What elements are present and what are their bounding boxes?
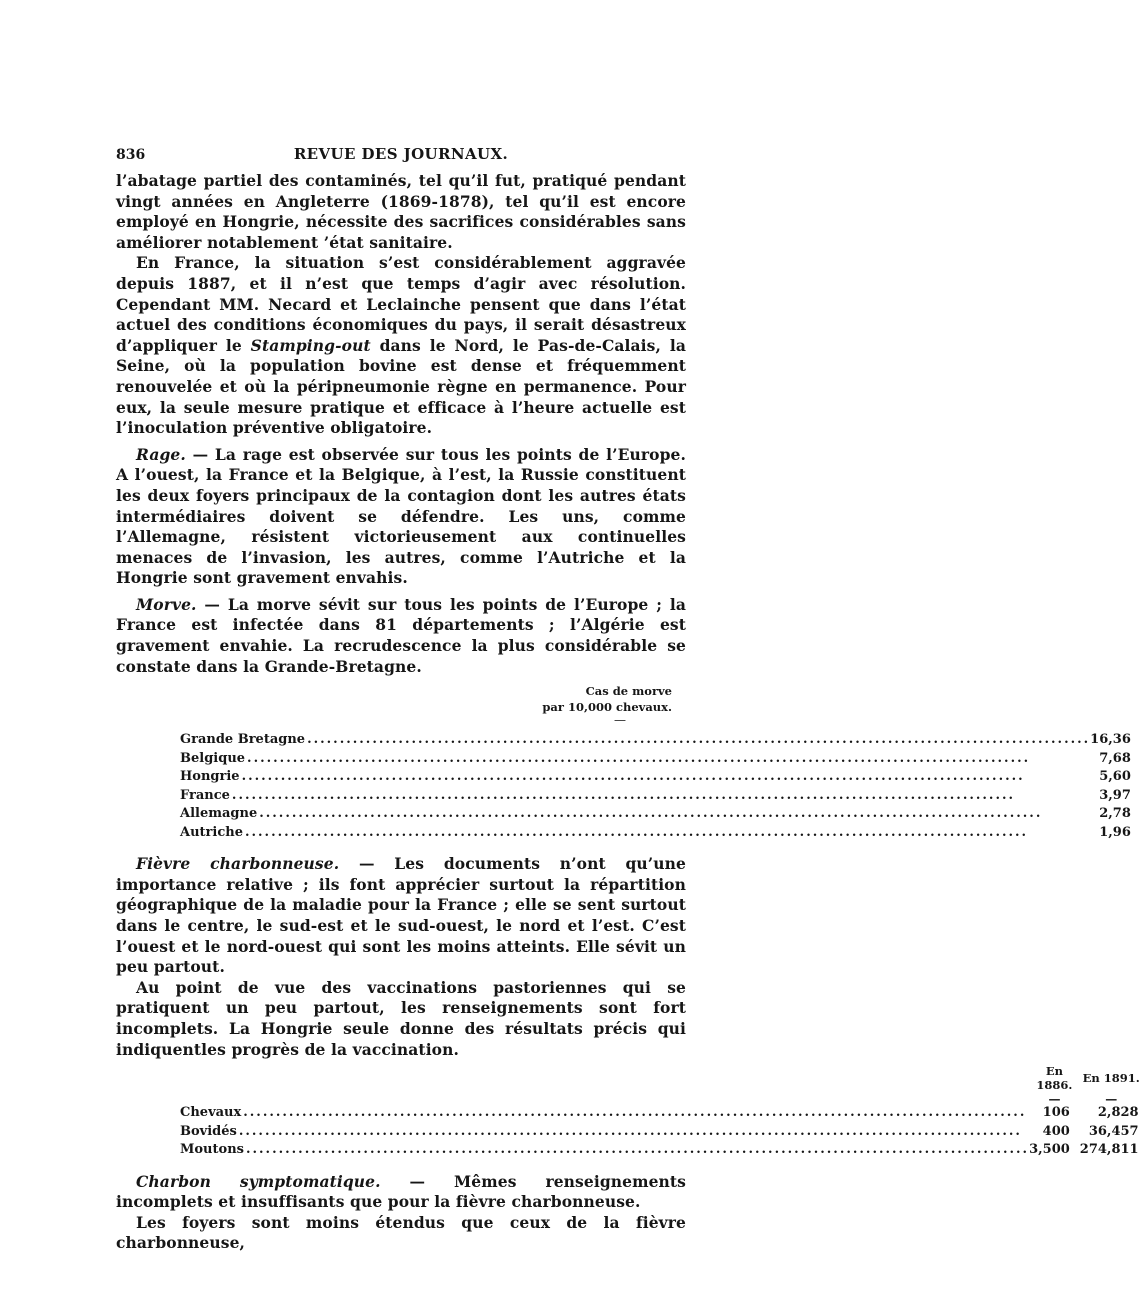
section-title-fievre: Fièvre charbonneuse. <box>136 854 340 874</box>
paragraph-foyers: Les foyers sont moins étendus que ceux de la fièvre charbonneuse, <box>116 1212 686 1253</box>
vacc-1886-value: 400 <box>1042 1123 1070 1139</box>
vacc-table-row: Moutons ........................................................................................................................ 3,500 274,811 <box>180 1141 1143 1160</box>
morve-table-row: Belgique ........................................................................................................................ 7,68 <box>180 750 1137 769</box>
page-number: 836 <box>116 147 146 163</box>
morve-country: France <box>180 787 230 803</box>
morve-caption-line2: par 10,000 chevaux. <box>542 700 672 715</box>
morve-country: Autriche <box>180 824 243 840</box>
morve-table-row: Autriche ........................................................................................................................ 1,96 <box>180 824 1137 843</box>
vacc-animal: Bovidés <box>180 1123 237 1139</box>
morve-table-row: Grande Bretagne ........................................................................................................................ 16,36 <box>180 731 1137 750</box>
morve-table-dash: — <box>614 713 626 728</box>
morve-table-caption <box>116 683 686 715</box>
morve-table-row: Allemagne ........................................................................................................................ 2,78 <box>180 805 1137 824</box>
morve-country: Allemagne <box>180 806 258 822</box>
vacc-dash-1886: — <box>1048 1092 1061 1107</box>
vacc-col-1886: En 1886. <box>1036 1064 1073 1093</box>
vacc-animal: Chevaux <box>180 1105 242 1121</box>
morve-value: 3,97 <box>1099 787 1131 803</box>
morve-value: 2,78 <box>1099 806 1131 822</box>
morve-value: 7,68 <box>1099 750 1131 766</box>
morve-value: 5,60 <box>1099 769 1131 785</box>
fievre-text: — Les documents n’ont qu’une importance relative ; ils font apprécier surtout la répartition géographique de la maladie pour la France ; elle se sent surtout dans le centre, le sud-est et le sud-ouest, le nord et l’est. C’est l’ouest et le nord-ouest qui sont les moins atteints. Elle sévit un peu partout. <box>116 854 686 977</box>
vacc-col-1891: En 1891. <box>1082 1071 1140 1086</box>
vacc-1891-value: 2,828 <box>1097 1105 1139 1121</box>
morve-table <box>180 731 1137 842</box>
paragraph-fievre <box>116 854 686 978</box>
france-text-a: En France, la situation s’est considérablement aggravée depuis 1887, et il n’est que temps d’agir avec résolution. Cependant MM. Necard et Leclainche pensent que dans l’état actuel des conditions économiques du pays, il serait désastreux d’appliquer le <box>116 253 686 355</box>
morve-table-row: France ........................................................................................................................ 3,97 <box>180 787 1137 806</box>
vacc-table-row: Bovidés ........................................................................................................................ 400 36,457 <box>180 1123 1143 1142</box>
charbon-text: — Mêmes renseignements incomplets et insuffisants que pour la fièvre charbonneuse. <box>116 1171 687 1212</box>
page-header <box>116 145 686 171</box>
france-text-b: dans le Nord, le Pas-de-Calais, la Seine, où la population bovine est dense et fréquemment renouvelée et où la péripneumonie règne en permanence. Pour eux, la seule mesure pratique et efficace à l’heure actuelle est l’inoculation préventive obligatoire. <box>116 335 686 438</box>
section-title-charbon: Charbon symptomatique. <box>136 1171 381 1191</box>
paragraph-france <box>116 253 686 438</box>
vacc-1886-value: 106 <box>1042 1105 1070 1121</box>
morve-value: 16,36 <box>1090 732 1131 748</box>
morve-caption-line1: Cas de morve <box>585 684 672 699</box>
stamping-out-term: Stamping-out <box>250 335 371 355</box>
morve-table-row: Hongrie ........................................................................................................................ 5,60 <box>180 768 1137 787</box>
paragraph-charbon <box>116 1172 686 1213</box>
paragraph-rage <box>116 445 686 589</box>
section-title-morve: Morve. <box>136 594 197 614</box>
section-title-rage: Rage. <box>136 444 186 464</box>
vacc-1891-value: 274,811 <box>1079 1142 1139 1158</box>
vaccination-table <box>180 1064 1143 1160</box>
paragraph-abatage: l’abatage partiel des contaminés, tel qu’il fut, pratiqué pendant vingt années en Angleterre (1869-1878), tel qu’il est encore employé en Hongrie, nécessite des sacrifices considérables sans améliorer notablement ’état sanitaire. <box>116 171 686 252</box>
vacc-1891-value: 36,457 <box>1088 1123 1139 1139</box>
page <box>116 145 1140 1254</box>
vacc-1886-value: 3,500 <box>1029 1142 1070 1158</box>
vacc-col-label <box>180 1064 1029 1094</box>
morve-text: — La morve sévit sur tous les points de l’Europe ; la France est infectée dans 81 départements ; l’Algérie est gravement envahie. La recrudescence la plus considérable se constate dans la Grande-Bretagne. <box>116 594 686 676</box>
paragraph-morve <box>116 595 686 677</box>
vacc-table-row: Chevaux ........................................................................................................................ 106 2,828 <box>180 1104 1143 1123</box>
morve-country: Hongrie <box>180 769 240 785</box>
morve-country: Belgique <box>180 750 246 766</box>
morve-country: Grande Bretagne <box>180 732 306 748</box>
rage-text: — La rage est observée sur tous les points de l’Europe. A l’ouest, la France et la Belgique, à l’est, la Russie constituent les deux foyers principaux de la contagion dont les autres états intermédiaires doivent se défendre. Les uns, comme l’Allemagne, résistent victorieusement aux continuelles menaces de l’invasion, les autres, comme l’Autriche et la Hongrie sont gravement envahis. <box>116 444 686 588</box>
running-title: REVUE DES JOURNAUX. <box>293 145 509 163</box>
vacc-dash-1891: — <box>1105 1092 1118 1107</box>
vacc-animal: Moutons <box>180 1142 244 1158</box>
morve-value: 1,96 <box>1099 824 1131 840</box>
paragraph-vaccinations: Au point de vue des vaccinations pastoriennes qui se pratiquent un peu partout, les renseignements sont fort incomplets. La Hongrie seule donne des résultats précis qui indiquentles progrès de la vaccination. <box>116 977 686 1059</box>
